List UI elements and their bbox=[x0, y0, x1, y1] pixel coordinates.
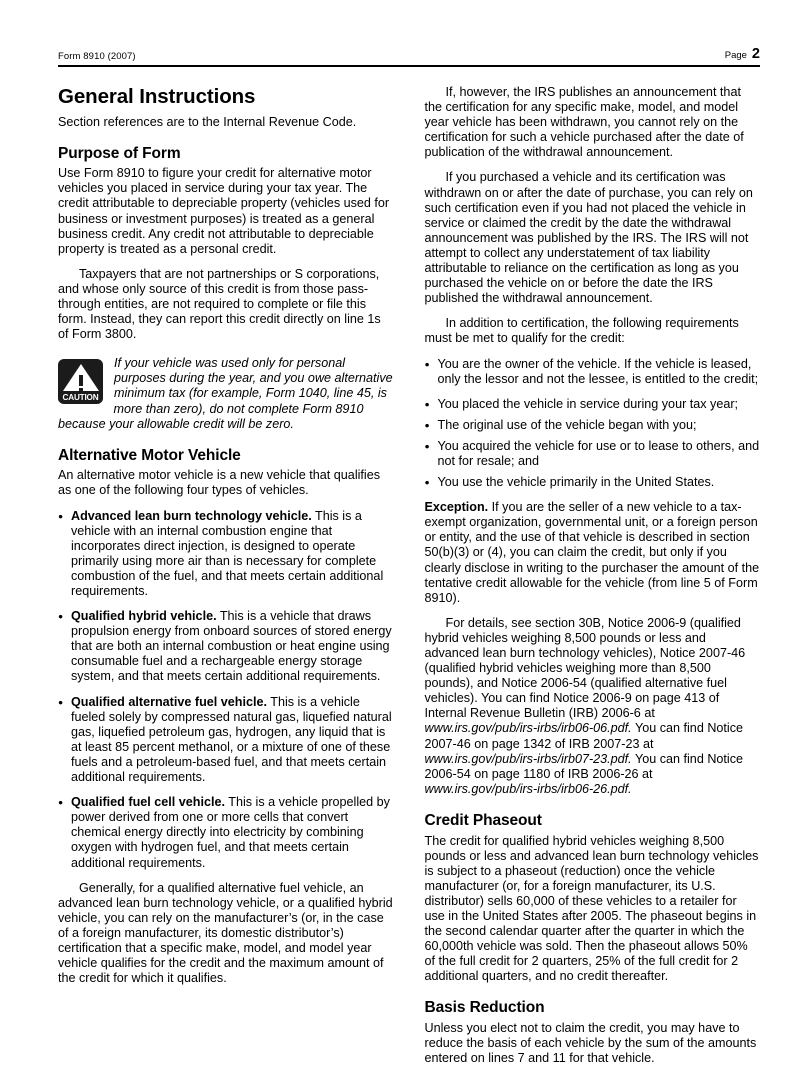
heading-purpose-of-form: Purpose of Form bbox=[58, 144, 181, 162]
vehicle-type-text: This is a vehicle fueled solely by compressed natural gas, liquefied natural gas, liquefied petroleum gas, hydrogen, any liquid that is at least 85 percent methanol, or a mixture of one of these fuels and a petroleum-based fuel, and that meets certain additional requirements. bbox=[71, 694, 392, 785]
details-notices-paragraph bbox=[425, 616, 761, 797]
purpose-paragraph-1: Use Form 8910 to figure your credit for alternative motor vehicles you placed in service during your tax year. The credit attributable to depreciable property (vehicles used for business or investment purposes) is treated as a general business credit. Any credit not attributable to depreciable property is treated as a personal credit. bbox=[58, 166, 390, 256]
page-label: Page bbox=[724, 50, 747, 61]
vehicle-type-lead: Qualified hybrid vehicle. bbox=[71, 609, 217, 624]
irb-url-1: www.irs.gov/pub/irs-irbs/irb06-06.pdf. bbox=[424, 721, 632, 736]
withdrawal-announcement-paragraph-1: If, however, the IRS publishes an announcement that the certification for any specific make, model, and model year vehicle has been withdrawn, you cannot rely on the certification for such a vehicle purchased after the date of publication of the withdrawal announcement. bbox=[424, 85, 744, 160]
exclamation-dot-shape bbox=[79, 388, 83, 392]
right-column bbox=[425, 85, 761, 1066]
vehicle-type-lead: Qualified fuel cell vehicle. bbox=[71, 795, 225, 810]
heading-credit-phaseout: Credit Phaseout bbox=[424, 811, 542, 829]
credit-phaseout-paragraph: The credit for qualified hybrid vehicles weighing 8,500 pounds or less and advanced lean burn technology vehicles is subject to a phaseout (reduction) once the vehicle manufacturer (or, for a foreign manufacturer, its U.S. distributor) sells 60,000 of these vehicles to a retailer for use in the United States after 2005. The phaseout begins in the second calendar quarter after the quarter in which the 60,000th vehicle was sold. Then the phaseout allows 50% of the full credit for 2 quarters, 25% of the full credit for 2 additional quarters, and no credit thereafter. bbox=[424, 833, 759, 984]
form-reference: Form 8910 (2007) bbox=[58, 50, 136, 62]
caution-icon-label: CAUTION bbox=[58, 393, 103, 402]
requirement-bullet: ● You acquired the vehicle for use or to lease to others, and not for resale; and bbox=[425, 439, 761, 469]
purpose-paragraph-2: Taxpayers that are not partnerships or S corporations, and whose only source of this credit is from those pass-through entities, are not required to complete or file this form. Instead, they can report this credit directly on line 1s of Form 3800. bbox=[58, 266, 381, 342]
caution-icon bbox=[58, 359, 103, 404]
basis-reduction-paragraph: Unless you elect not to claim the credit, you may have to reduce the basis of each vehicle by the sum of the amounts entered on lines 7 and 11 for that vehicle. bbox=[424, 1021, 757, 1066]
content-columns bbox=[58, 85, 760, 1066]
exception-lead: Exception. bbox=[424, 500, 489, 515]
manufacturer-certification-paragraph: Generally, for a qualified alternative fuel vehicle, an advanced lean burn technology vehicle, or a qualified hybrid vehicle, you can rely on the manufacturer’s (or, in the case of a foreign manufacturer, its domestic distributor’s) certification that a specific make, model, and model year vehicle qualifies for the credit and the maximum amount of the credit for which it qualifies. bbox=[58, 880, 393, 986]
irb-url-3: www.irs.gov/pub/irs-irbs/irb06-26.pdf. bbox=[424, 781, 632, 796]
vehicle-type-text: This is a vehicle propelled by power derived from one or more cells that convert chemical energy directly into electricity by combining oxygen with hydrogen fuel, and that meets certain additional requirements. bbox=[71, 795, 390, 870]
vehicle-type-lead: Qualified alternative fuel vehicle. bbox=[71, 694, 267, 709]
caution-text: If your vehicle was used only for personal purposes during the year, and you owe alternative minimum tax (for example, Form 1040, line 45, is more than zero), do not complete Form 8910 because your allowable credit will be zero. bbox=[58, 356, 393, 431]
details-text-part-2: You can find Notice 2007-46 on page 1342 of IRB 2007-23 at bbox=[424, 721, 744, 751]
details-text-part-1: For details, see section 30B, Notice 2006-9 (qualified hybrid vehicles weighing 8,500 pounds or less and advanced lean burn technology vehicles), Notice 2007-46 (qualified hybrid vehicles weighing more than 8,500 pounds), and Notice 2006-54 (qualified alternative fuel vehicles). You can find Notice 2006-9 on page 413 of Internal Revenue Bulletin (IRB) 2006-6 at bbox=[424, 615, 746, 721]
page-title: General Instructions bbox=[58, 85, 256, 108]
details-text-part-3: You can find Notice 2006-54 on page 1180 of IRB 2006-26 at bbox=[424, 751, 744, 781]
alternative-motor-vehicle-intro: An alternative motor vehicle is a new vehicle that qualifies as one of the following four types of vehicles. bbox=[58, 468, 381, 498]
irb-url-2: www.irs.gov/pub/irs-irbs/irb07-23.pdf. bbox=[424, 751, 632, 766]
requirement-bullet: ● You placed the vehicle in service during your tax year; bbox=[425, 397, 761, 412]
exclamation-stem-shape bbox=[79, 375, 83, 386]
exception-text: If you are the seller of a new vehicle to a tax-exempt organization, governmental unit, or a foreign person or entity, and the use of that vehicle is described in section 50(b)(3) or (4), you can claim the credit, but only if you clearly disclose in writing to the purchaser the amount of the tentative credit allowable for the vehicle (from line 5 of Form 8910). bbox=[424, 500, 760, 605]
requirement-bullet: ● You use the vehicle primarily in the United States. bbox=[425, 475, 761, 490]
requirement-bullet: ● You are the owner of the vehicle. If the vehicle is leased, only the lessor and not the lessee, is entitled to the credit; bbox=[425, 357, 761, 387]
section-reference-text: Section references are to the Internal Revenue Code. bbox=[58, 114, 357, 129]
left-column bbox=[58, 85, 394, 986]
vehicle-type-bullet bbox=[58, 695, 394, 786]
vehicle-type-bullet bbox=[58, 795, 394, 870]
vehicle-type-bullet bbox=[58, 509, 394, 600]
withdrawal-announcement-paragraph-2: If you purchased a vehicle and its certification was withdrawn on or after the date of purchase, you can rely on such certification even if you had not placed the vehicle in service or claimed the credit by the date the withdrawal announcement was published by the IRS. The IRS will not attempt to collect any understatement of tax liability attributable to reliance on the certification as long as you purchased the vehicle on or before the date the IRS published the withdrawal announcement. bbox=[424, 170, 753, 306]
vehicle-type-bullet bbox=[58, 609, 394, 684]
heading-basis-reduction: Basis Reduction bbox=[424, 999, 545, 1017]
heading-alternative-motor-vehicle: Alternative Motor Vehicle bbox=[58, 446, 241, 464]
vehicle-type-text: This is a vehicle that draws propulsion energy from onboard sources of stored energy that are both an internal combustion or heat engine using consumable fuel and a rechargeable energy storage system, and that meets certain additional requirements. bbox=[71, 609, 392, 684]
exception-paragraph bbox=[425, 500, 761, 606]
page-indicator bbox=[725, 46, 760, 62]
requirement-bullet: ● The original use of the vehicle began with you; bbox=[425, 418, 761, 433]
page-header bbox=[58, 46, 760, 67]
vehicle-type-text: This is a vehicle with an internal combustion engine that incorporates direct injection, is designed to operate primarily using more air than is necessary for complete combustion of the fuel, and that meets certain additional requirements. bbox=[71, 508, 384, 598]
page-number: 2 bbox=[751, 46, 760, 62]
requirements-intro-paragraph: In addition to certification, the following requirements must be met to qualify for the credit: bbox=[424, 316, 739, 346]
vehicle-type-lead: Advanced lean burn technology vehicle. bbox=[71, 508, 312, 523]
caution-callout bbox=[58, 356, 394, 431]
